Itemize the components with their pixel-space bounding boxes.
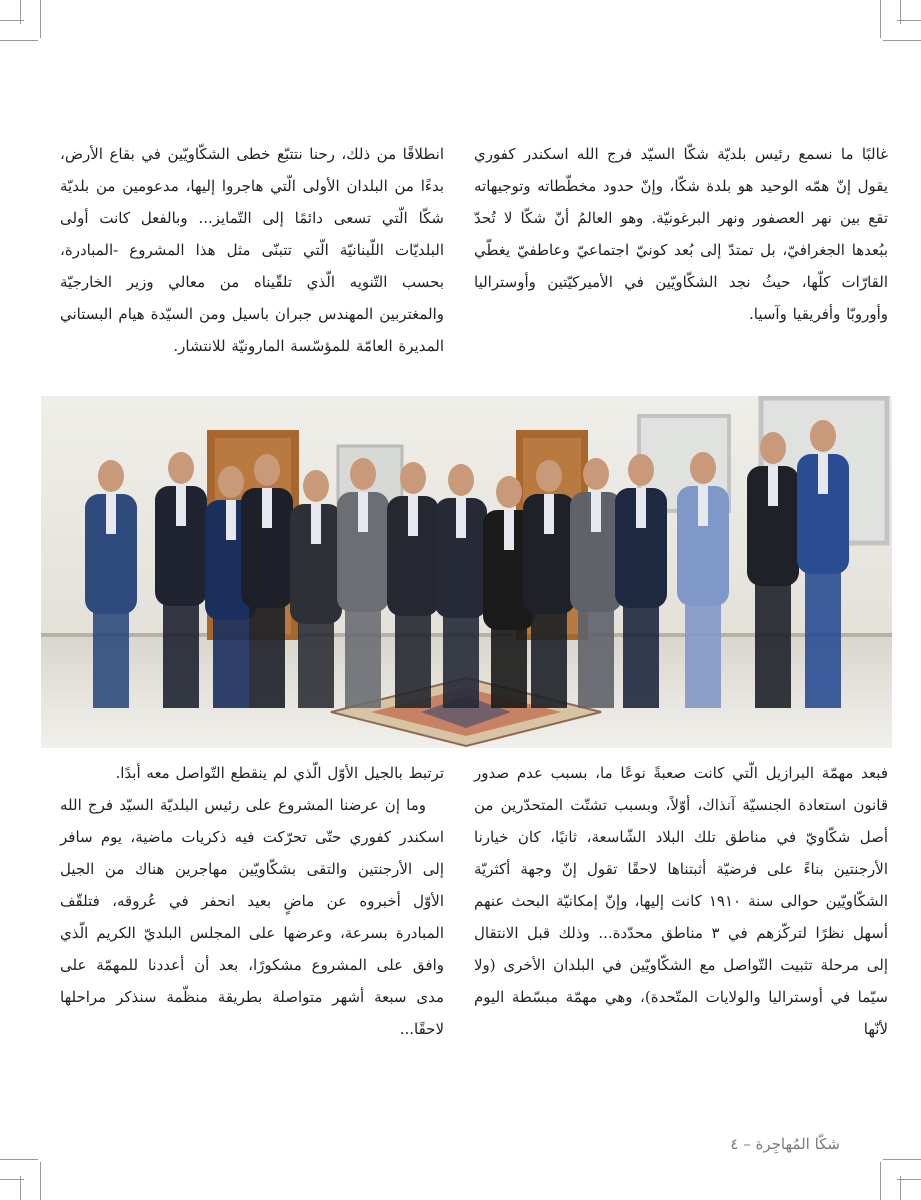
group-photo (41, 396, 892, 748)
paragraph: وما إن عرضنا المشروع على رئيس البلديّة السيّد فرج الله اسكندر كفوري حتّى تحرّكت فيه ذكريات ماضية، يوم سافر إلى الأرجنتين والتقى بشكّاويّين مهاجرين هناك من الجيل الأوّل أخبروه عن ماضٍ بعيد انحفر في عُروقه، فتلقّف المبادرة بسرعة، وعرضها على المجلس البلديّ الكريم الّذي وافق على المشروع مشكورًا، بعد أن أعددنا للمهمّة على مدى سبعة أشهر متواصلة بطريقة منظّمة سنذكر مراحلها لاحقًا... (60, 796, 444, 1038)
page-folio: شكّا المُهاجِرة – ٤ (730, 1135, 840, 1153)
article-column-top-right (474, 138, 888, 330)
paragraph: ترتبط بالجيل الأوّل الّذي لم ينقطع التّواصل معه أبدًا. (115, 764, 444, 782)
paragraph: فبعد مهمّة البرازيل الّتي كانت صعبةً نوعًا ما، بسبب عدم صدور قانون استعادة الجنسيّة آنذاك، أوّلاً، وبسبب تشتّت المتحدّرين من أصل شكّاويّ في مناطق تلك البلاد الشّاسعة، ثانيًا، كان خيارنا الأرجنتين بناءً على فرضيّة أثبتناها لاحقًا تقول إنّ وجهة أكثريّة الشكّاويّين حوالى سنة ١٩١٠ كانت إليها، وإنّ إمكانيّة البحث عنهم أسهل نظرًا لتركّزهم في ٣ مناطق محدّدة... وذلك قبل الانتقال إلى مرحلة تثبيت التّواصل مع الشكّاويّين في البلدان الأخرى (ولا سيّما في أوستراليا والولايات المتّحدة)، وهي مهمّة مبسّطة اليوم لأنّها (474, 764, 888, 1038)
article-column-bottom-left (60, 757, 444, 1045)
paragraph: غالبًا ما نسمع رئيس بلديّة شكّا السيّد فرج الله اسكندر كفوري يقول إنّ همّه الوحيد هو بلدة شكّا، وإنّ حدود مخطّطاته وتوجيهاته تقع بين نهر العصفور ونهر البرغونيّة. وهو العالمُ أنّ شكّا لا تُحدّ ببُعدها الجغرافيّ، بل تمتدّ إلى بُعد كونيّ اجتماعيّ وعاطفيّ يغطّي القارّات كلّها، حيثُ نجد الشكّاويّين في الأميركيّتين وأوستراليا وأوروبّا وأفريقيا وآسيا. (474, 145, 888, 323)
paragraph: انطلاقًا من ذلك، رحنا نتتبّع خطى الشكّاويّين في بقاع الأرض، بدءًا من البلدان الأولى الّتي هاجروا إليها، مدعومين من بلديّة شكّا الّتي تسعى دائمًا إلى التّمايز... وبالفعل كانت أولى البلديّات اللّبنانيّة الّتي تتبنّى مثل هذا المشروع -المبادرة، بحسب التّنويه الّذي تلقّيناه من معالي وزير الخارجيّة والمغتربين المهندس جبران باسيل ومن السيّدة هيام البستاني المديرة العامّة للمؤسّسة المارونيّة للانتشار. (60, 145, 444, 355)
article-column-top-left (60, 138, 444, 362)
article-column-bottom-right (474, 757, 888, 1045)
